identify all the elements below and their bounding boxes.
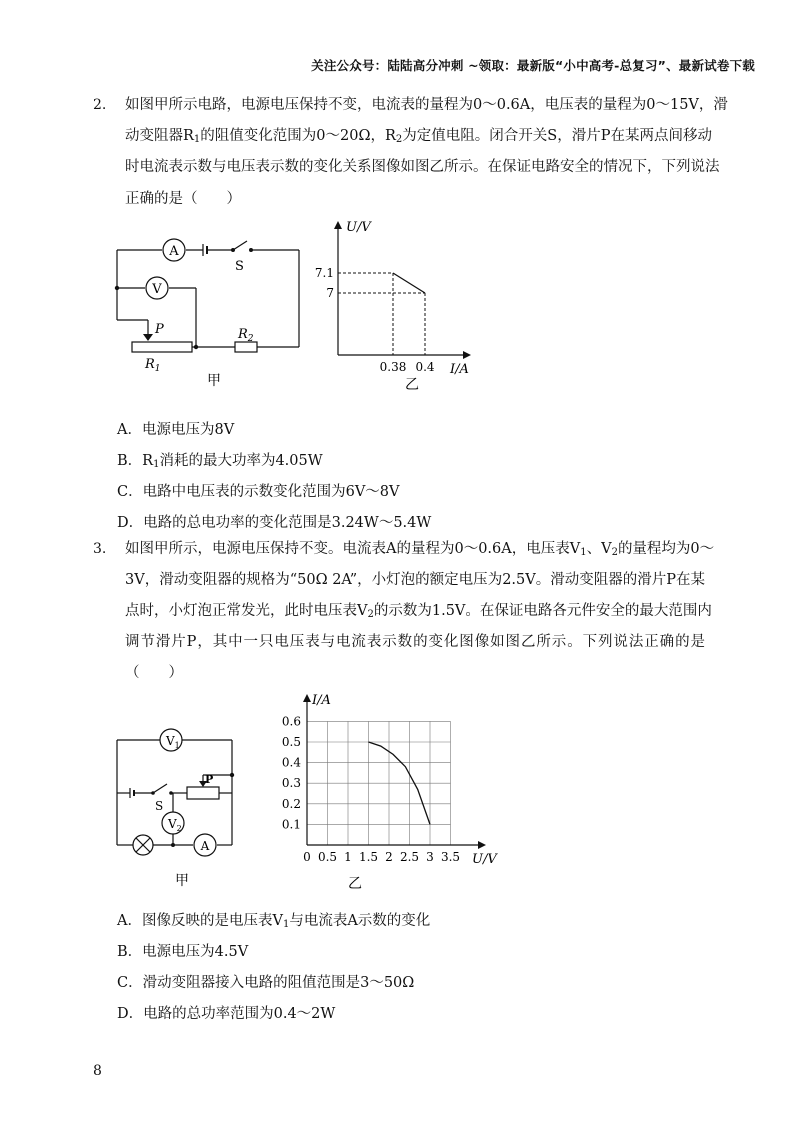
- page-number: 8: [93, 1063, 102, 1079]
- q3-circuit-diagram: [105, 725, 245, 890]
- q3-line-1: 如图甲所示，电源电压保持不变。电流表A的量程为0～0.6A，电压表$V_1$、$V_2$的量程均为0～: [125, 541, 715, 558]
- q2-circuit-diagram: [105, 230, 315, 390]
- q3-y-axis-label: I/A: [312, 693, 331, 708]
- q3-option-b[interactable]: B．电源电压为4.5V: [117, 944, 249, 960]
- q3-graph: [270, 690, 505, 895]
- q3-x-tick: 0: [303, 850, 311, 864]
- q2-option-d[interactable]: D．电路的总电功率的变化范围是3.24W～5.4W: [117, 515, 432, 531]
- q2-y-axis-label: U/V: [346, 220, 371, 235]
- q3-v2-label: $V_2$: [168, 817, 182, 833]
- q2-x-axis-label: I/A: [450, 362, 469, 377]
- q3-number: 3.: [93, 541, 107, 557]
- q3-y-tick: 0.3: [281, 776, 301, 791]
- q2-number: 2.: [93, 97, 107, 113]
- q2-r1-resistor: [132, 342, 192, 352]
- q2-switch-label: S: [235, 259, 244, 274]
- q2-x-tick: 0.4: [415, 360, 435, 374]
- q3-option-d[interactable]: D．电路的总功率范围为0.4～2W: [117, 1006, 336, 1022]
- q3-line-5: （ ）: [125, 665, 183, 681]
- q3-option-a[interactable]: A．图像反映的是电压表$V_1$与电流表A示数的变化: [117, 913, 431, 930]
- q3-x-tick: 0.5: [317, 850, 338, 864]
- q2-r1-label: $R_1$: [145, 357, 161, 374]
- q3-x-tick: 3: [426, 850, 434, 864]
- q2-y-tick: 7.1: [314, 266, 334, 280]
- q3-y-tick: 0.5: [281, 735, 301, 749]
- q2-r2-resistor: [235, 342, 257, 352]
- q3-line-4: 调节滑片P，其中一只电压表与电流表示数的变化图像如图乙所示。下列说法正确的是: [125, 634, 705, 650]
- q2-r1-text: 1: [154, 364, 161, 374]
- q3-x-tick: 2: [385, 850, 393, 864]
- q3-fig-yi: 乙: [348, 876, 362, 892]
- q3-option-c[interactable]: C．滑动变阻器接入电路的阻值范围是3～50Ω: [117, 975, 415, 991]
- q2-option-c[interactable]: C．电路中电压表的示数变化范围为6V～8V: [117, 484, 400, 500]
- q2-voltmeter-label: V: [152, 282, 162, 297]
- page-header: 关注公众号：陆陆高分冲刺 ~领取：最新版“小中高考-总复习”、最新试卷下载: [311, 58, 755, 73]
- q2-graph: [310, 215, 485, 395]
- q3-line-2: 3V，滑动变阻器的规格为“50Ω 2A”，小灯泡的额定电压为2.5V。滑动变阻器的滑片P在某: [125, 572, 705, 588]
- q2-x-tick: 0.38: [379, 360, 407, 374]
- q2-fig-yi: 乙: [405, 377, 419, 393]
- q3-y-tick: 0.4: [281, 755, 301, 770]
- q2-line-3: 时电流表示数与电压表示数的变化关系图像如图乙所示。在保证电路安全的情况下，下列说法: [125, 159, 720, 175]
- q2-y-tick: 7: [326, 286, 334, 300]
- q3-switch-label: S: [155, 799, 164, 813]
- q3-y-tick: 0.6: [281, 714, 301, 729]
- q2-line-2: 动变阻器$R_1$的阻值变化范围为0～20Ω，$R_2$为定值电阻。闭合开关S，滑片P在某两点间移动: [125, 128, 712, 145]
- q2-option-a[interactable]: A．电源电压为8V: [117, 422, 235, 438]
- q3-x-tick: 1.5: [358, 850, 379, 864]
- q2-fig-jia: 甲: [207, 373, 221, 389]
- q3-slider-label: P: [205, 773, 214, 786]
- q3-y-tick: 0.2: [281, 796, 301, 811]
- q3-x-axis-label: U/V: [472, 852, 497, 867]
- q2-slider-label: P: [155, 322, 164, 337]
- q3-fig-jia: 甲: [175, 873, 189, 889]
- q3-y-tick: 0.1: [281, 817, 301, 832]
- q2-line-1: 如图甲所示电路，电源电压保持不变，电流表的量程为0～0.6A，电压表的量程为0～15V，滑: [125, 97, 728, 113]
- q3-x-tick: 1: [344, 850, 352, 864]
- q3-ammeter-label: A: [200, 839, 210, 853]
- q2-data-line: [393, 273, 425, 293]
- q3-x-tick: 2.5: [399, 850, 420, 864]
- q3-x-tick: 3.5: [440, 850, 461, 864]
- q3-line-3: 点时，小灯泡正常发光，此时电压表$V_2$的示数为1.5V。在保证电路各元件安全的最大范围内: [125, 603, 712, 620]
- q2-option-b[interactable]: B．$R_1$消耗的最大功率为4.05W: [117, 453, 323, 470]
- q3-v1-label: $V_1$: [166, 734, 180, 750]
- q2-ammeter-label: A: [169, 244, 179, 259]
- q2-line-4: 正确的是（ ）: [125, 191, 241, 207]
- q2-r2-label: $R_2$: [238, 327, 254, 344]
